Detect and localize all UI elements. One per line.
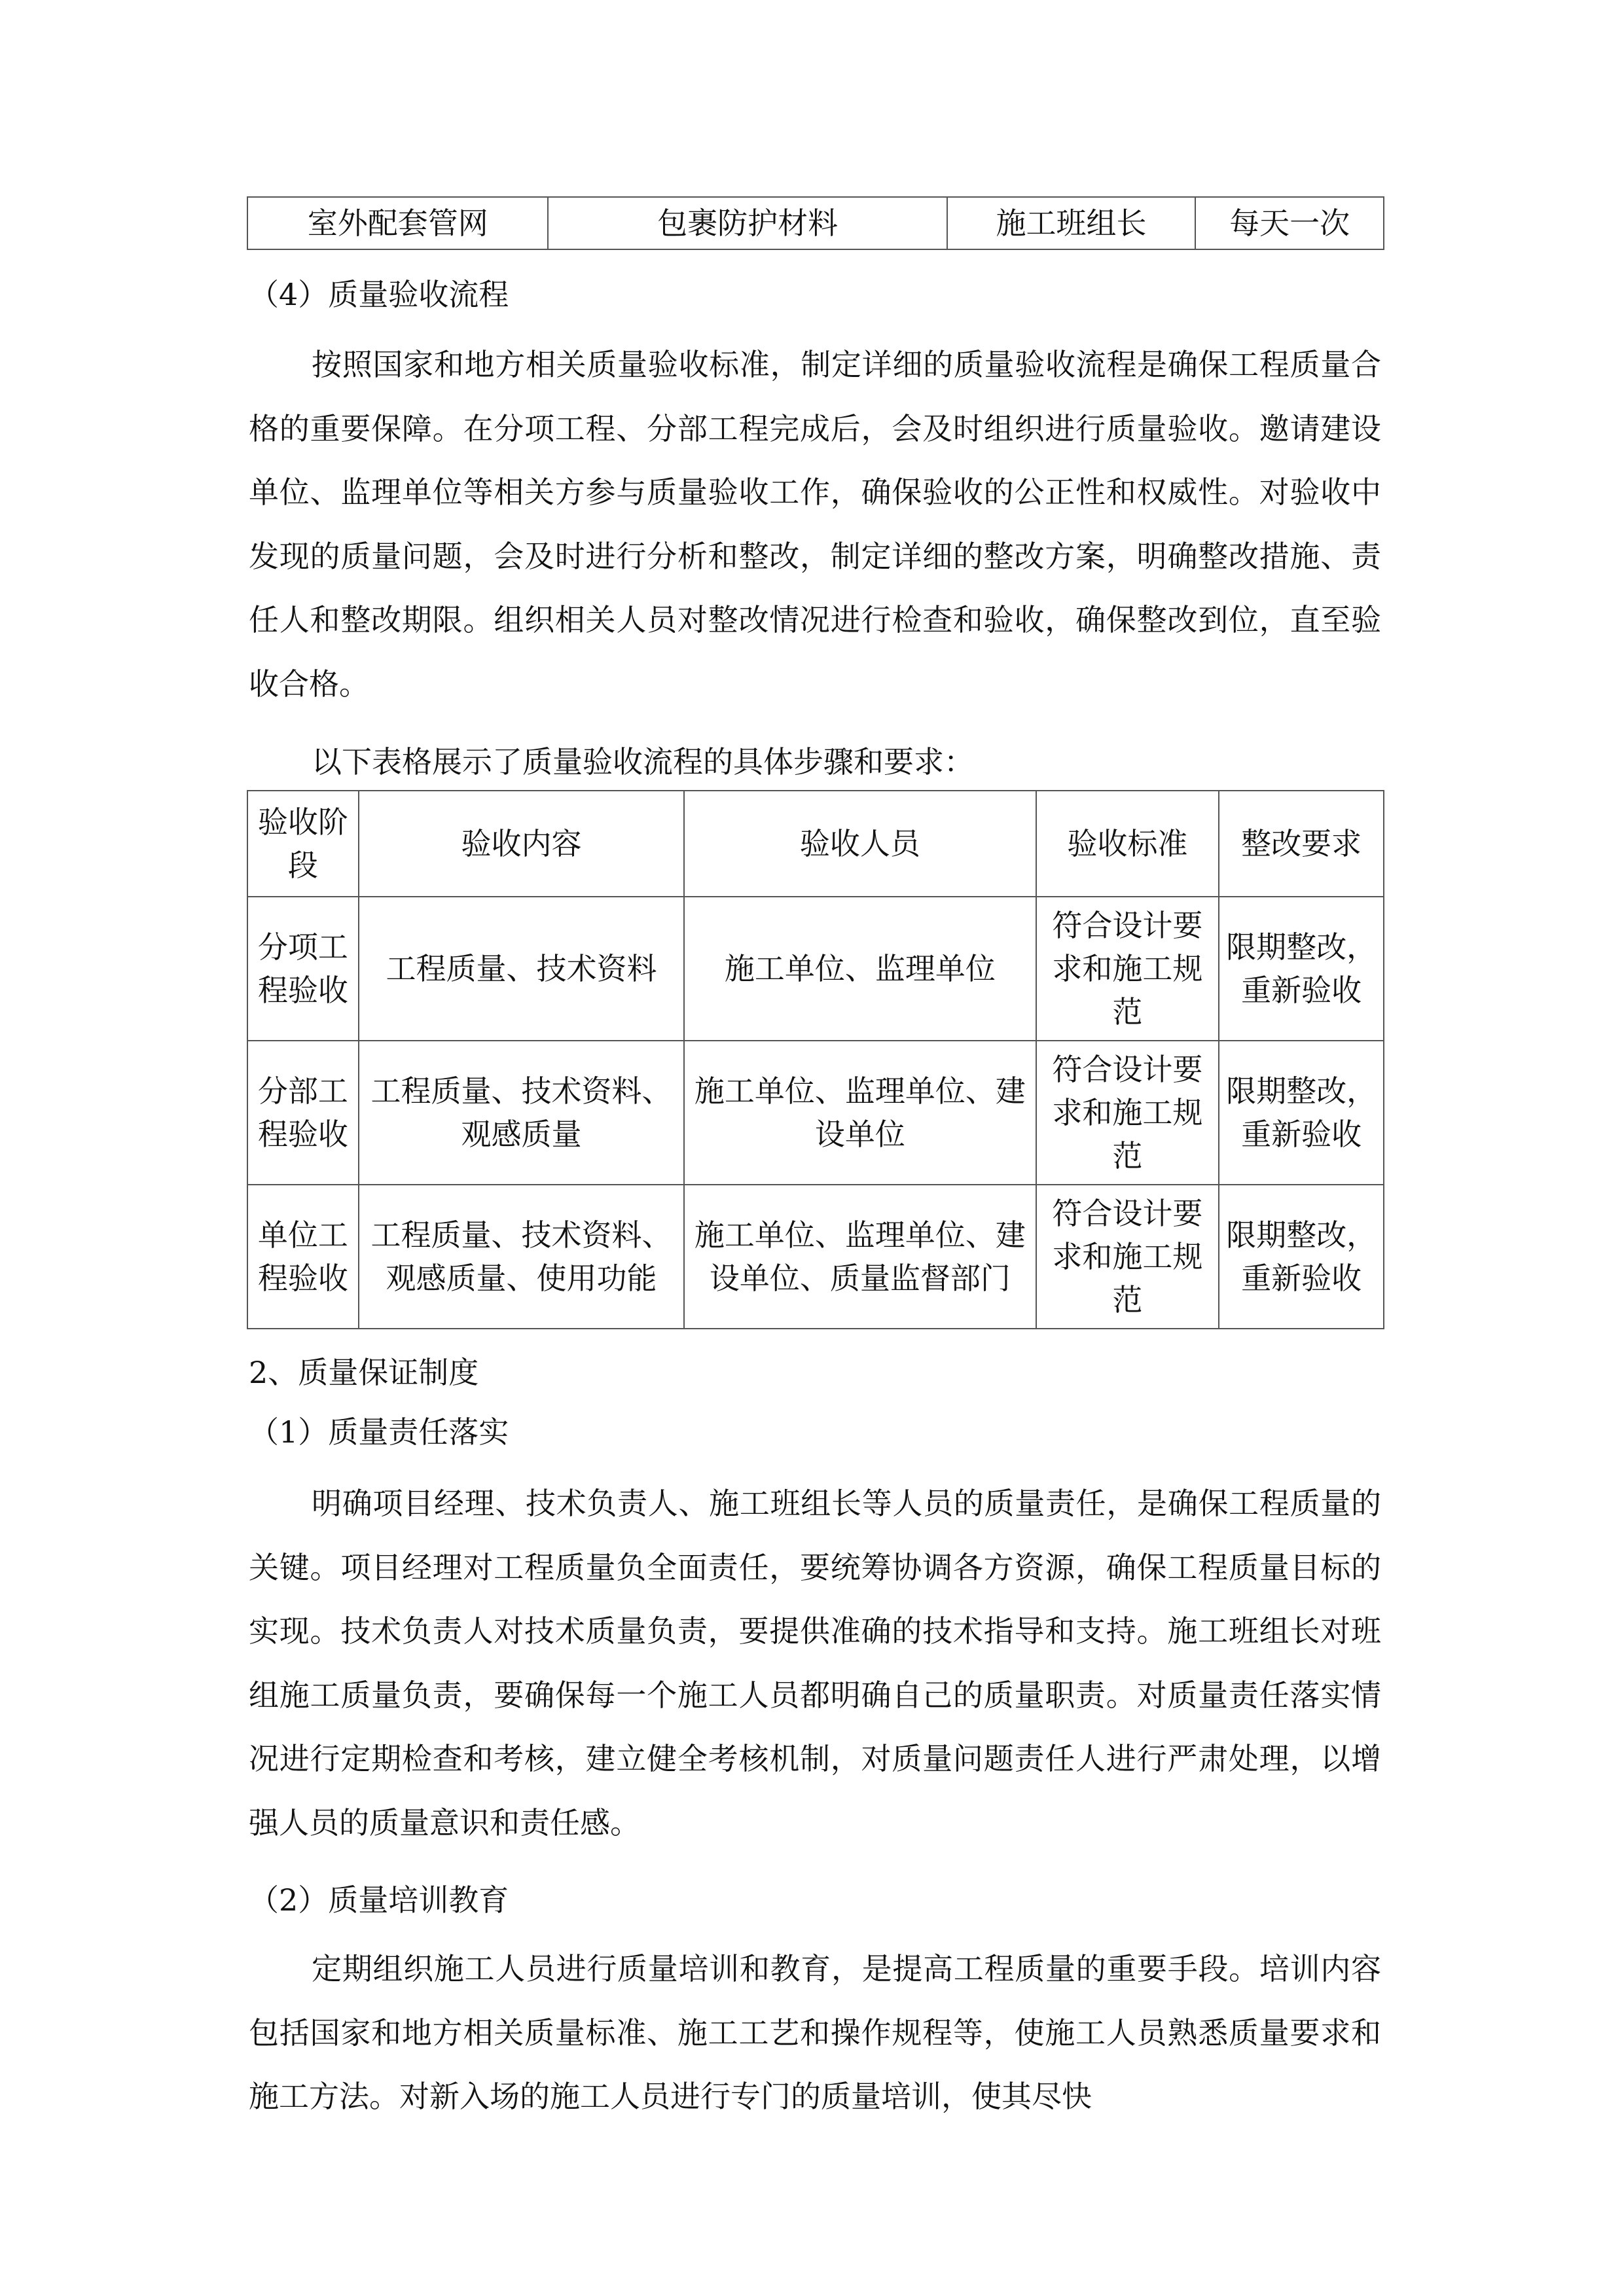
section-2-2-heading: （2）质量培训教育 [249, 1882, 509, 1918]
section-4-heading: （4）质量验收流程 [249, 277, 509, 312]
table-cell: 限期整改，重新验收 [1219, 1185, 1384, 1329]
table-cell: 施工单位、监理单位、建设单位、质量监督部门 [684, 1185, 1036, 1329]
table-cell: 分项工程验收 [247, 897, 359, 1041]
table-cell: 单位工程验收 [247, 1185, 359, 1329]
table-header-cell: 整改要求 [1219, 791, 1384, 897]
table-cell: 限期整改，重新验收 [1219, 1041, 1384, 1185]
paragraph-training: 定期组织施工人员进行质量培训和教育，是提高工程质量的重要手段。培训内容包括国家和地方相关质量标准、施工工艺和操作规程等，使施工人员熟悉质量要求和施工方法。对新入场的施工人员进行专门的质量培训，使其尽快 [249, 1951, 1381, 2114]
table-row [247, 197, 1384, 249]
table-cell: 限期整改，重新验收 [1219, 897, 1384, 1041]
acceptance-table [247, 790, 1384, 1329]
table-cell: 施工单位、监理单位、建设单位 [684, 1041, 1036, 1185]
table-header-cell: 验收阶段 [247, 791, 359, 897]
table-header-cell: 验收标准 [1036, 791, 1219, 897]
table-cell: 分部工程验收 [247, 1041, 359, 1185]
table-cell: 每天一次 [1195, 197, 1384, 249]
table-cell: 符合设计要求和施工规范 [1036, 897, 1219, 1041]
table-cell: 室外配套管网 [247, 197, 548, 249]
table-cell: 符合设计要求和施工规范 [1036, 1041, 1219, 1185]
table-header-cell: 验收人员 [684, 791, 1036, 897]
table-header-cell: 验收内容 [359, 791, 684, 897]
table-header-row [247, 791, 1384, 897]
table-cell: 符合设计要求和施工规范 [1036, 1185, 1219, 1329]
table-cell: 包裹防护材料 [548, 197, 947, 249]
table-cell: 施工班组长 [947, 197, 1196, 249]
table-cell: 工程质量、技术资料 [359, 897, 684, 1041]
paragraph-responsibility: 明确项目经理、技术负责人、施工班组长等人员的质量责任，是确保工程质量的关键。项目经理对工程质量负全面责任，要统筹协调各方资源，确保工程质量目标的实现。技术负责人对技术质量负责，要提供准确的技术指导和支持。施工班组长对班组施工质量负责，要确保每一个施工人员都明确自己的质量职责。对质量责任落实情况进行定期检查和考核，建立健全考核机制，对质量问题责任人进行严肃处理，以增强人员的质量意识和责任感。 [249, 1486, 1381, 1840]
paragraph-acceptance: 按照国家和地方相关质量验收标准，制定详细的质量验收流程是确保工程质量合格的重要保障。在分项工程、分部工程完成后，会及时组织进行质量验收。邀请建设单位、监理单位等相关方参与质量验收工作，确保验收的公正性和权威性。对验收中发现的质量问题，会及时进行分析和整改，制定详细的整改方案，明确整改措施、责任人和整改期限。组织相关人员对整改情况进行检查和验收，确保整改到位，直至验收合格。 [249, 347, 1381, 702]
table-row [247, 1041, 1384, 1185]
top-table [247, 196, 1384, 250]
paragraph-table-intro: 以下表格展示了质量验收流程的具体步骤和要求： [312, 744, 974, 780]
section-2-heading: 2、质量保证制度 [249, 1355, 479, 1390]
table-cell: 工程质量、技术资料、观感质量 [359, 1041, 684, 1185]
table-cell: 施工单位、监理单位 [684, 897, 1036, 1041]
table-cell: 工程质量、技术资料、观感质量、使用功能 [359, 1185, 684, 1329]
section-2-1-heading: （1）质量责任落实 [249, 1414, 509, 1450]
table-row [247, 897, 1384, 1041]
table-row [247, 1185, 1384, 1329]
